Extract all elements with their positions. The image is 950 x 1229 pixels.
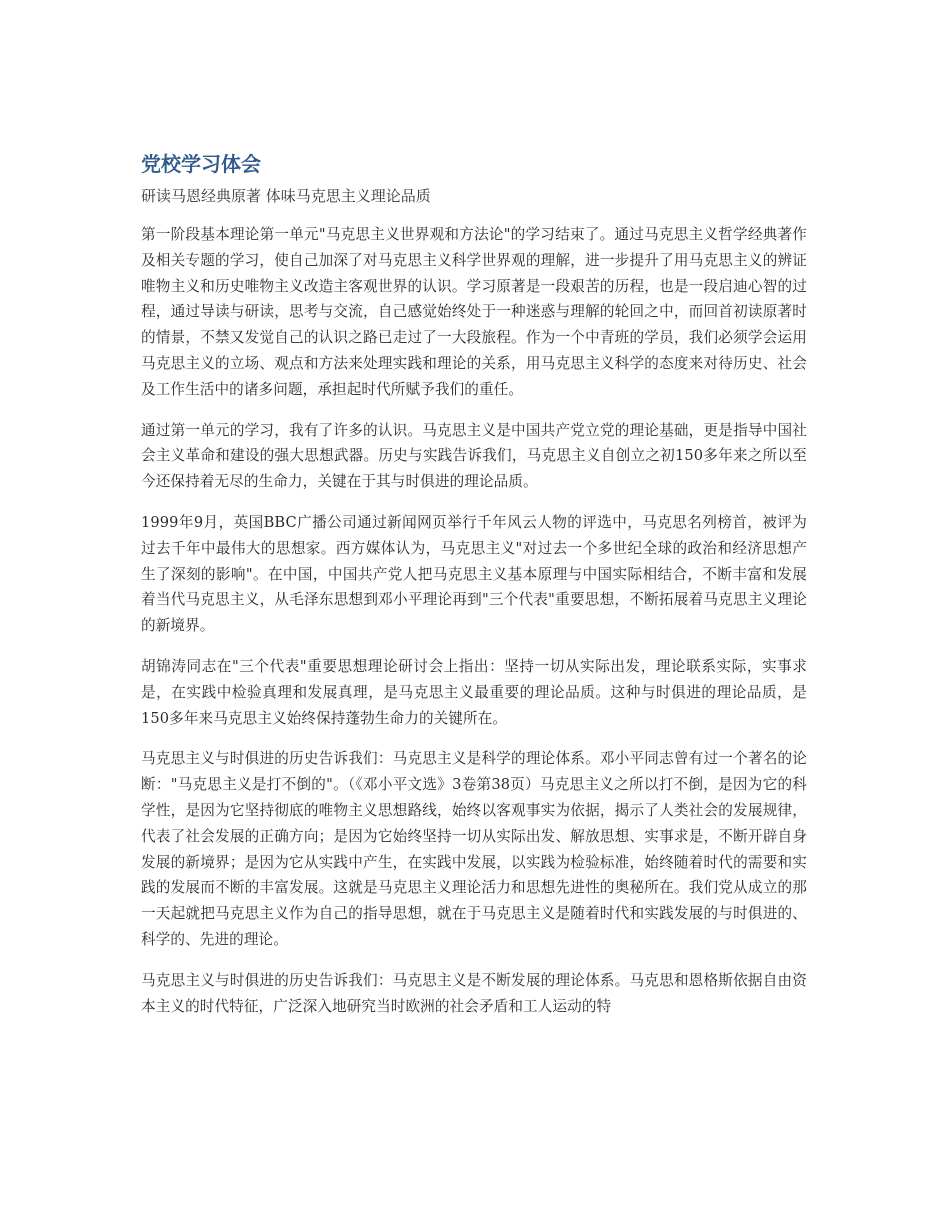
paragraph-4: 胡锦涛同志在"三个代表"重要思想理论研讨会上指出：坚持一切从实际出发，理论联系实际，实事求是，在实践中检验真理和发展真理，是马克思主义最重要的理论品质。这种与时俱进的理论品质，是150多年来马克思主义始终保持蓬勃生命力的关键所在。 [141,657,807,727]
paragraph-3: 1999年9月，英国BBC广播公司通过新闻网页举行千年风云人物的评选中，马克思名列榜首，被评为过去千年中最伟大的思想家。西方媒体认为，马克思主义"对过去一个多世纪全球的政治和经济思想产生了深刻的影响"。在中国，中国共产党人把马克思主义基本原理与中国实际相结合，不断丰富和发展着当代马克思主义，从毛泽东思想到邓小平理论再到"三个代表"重要思想，不断拓展着马克思主义理论的新境界。 [141,513,807,635]
document-subtitle: 研读马恩经典原著 体味马克思主义理论品质 [141,187,431,205]
paragraph-2: 通过第一单元的学习，我有了许多的认识。马克思主义是中国共产党立党的理论基础，更是指导中国社会主义革命和建设的强大思想武器。历史与实践告诉我们，马克思主义自创立之初150多年来之所以至今还保持着无尽的生命力，关键在于其与时俱进的理论品质。 [141,421,807,491]
paragraph-5: 马克思主义与时俱进的历史告诉我们：马克思主义是科学的理论体系。邓小平同志曾有过一个著名的论断："马克思主义是打不倒的"。（《邓小平文选》3卷第38页）马克思主义之所以打不倒，是因为它的科学性，是因为它坚持彻底的唯物主义思想路线，始终以客观事实为依据，揭示了人类社会的发展规律，代表了社会发展的正确方向；是因为它始终坚持一切从实际出发、解放思想、实事求是，不断开辟自身发展的新境界；是因为它从实践中产生，在实践中发展，以实践为检验标准，始终随着时代的需要和实践的发展而不断的丰富发展。这就是马克思主义理论活力和思想先进性的奥秘所在。我们党从成立的那一天起就把马克思主义作为自己的指导思想，就在于马克思主义是随着时代和实践发展的与时俱进的、科学的、先进的理论。 [141,750,807,948]
paragraph-1: 第一阶段基本理论第一单元"马克思主义世界观和方法论"的学习结束了。通过马克思主义哲学经典著作及相关专题的学习，使自己加深了对马克思主义科学世界观的理解，进一步提升了用马克思主义的辨证唯物主义和历史唯物主义改造主客观世界的认识。学习原著是一段艰苦的历程，也是一段启迪心智的过程，通过导读与研读，思考与交流，自己感觉始终处于一种迷惑与理解的轮回之中，而回首初读原著时的情景，不禁又发觉自己的认识之路已走过了一大段旅程。作为一个中青班的学员，我们必须学会运用马克思主义的立场、观点和方法来处理实践和理论的关系，用马克思主义科学的态度来对待历史、社会及工作生活中的诸多问题，承担起时代所赋予我们的重任。 [141,226,807,398]
document-title: 党校学习体会 [141,152,261,176]
paragraph-6: 马克思主义与时俱进的历史告诉我们：马克思主义是不断发展的理论体系。马克思和恩格斯依据自由资本主义的时代特征，广泛深入地研究当时欧洲的社会矛盾和工人运动的特 [141,971,807,1015]
document-page [141,150,807,1034]
